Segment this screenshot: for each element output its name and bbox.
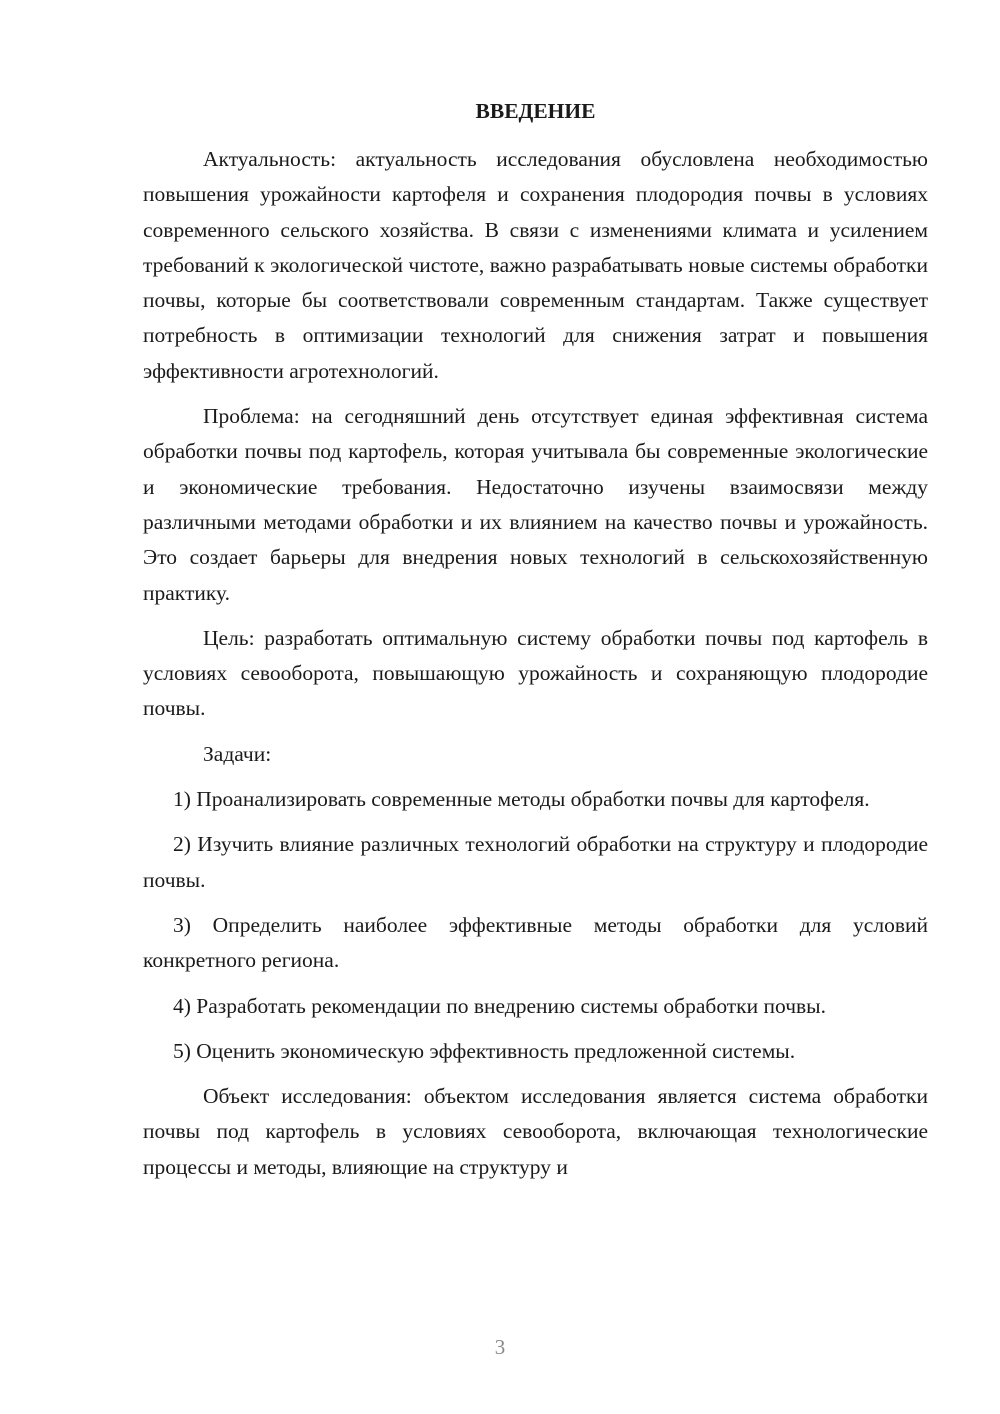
task-item-1: 1) Проанализировать современные методы обработки почвы для картофеля.: [173, 787, 870, 812]
paragraph-object: Объект исследования: объектом исследования является система обработки почвы под картофель в условиях севооборота, включающая технологические процессы и методы, влияющие на структуру и: [143, 1084, 928, 1179]
task-item-5: 5) Оценить экономическую эффективность предложенной системы.: [173, 1038, 796, 1063]
paragraph-problem: Проблема: на сегодняшний день отсутствует единая эффективная система обработки почвы под картофель, которая учитывала бы современные экологические и экономические требования. Недостаточно изучены взаимосвязи между различными методами обработки и их влиянием на качество почвы и урожайность. Это создает барьеры для внедрения новых технологий в сельскохозяйственную практику.: [143, 404, 928, 605]
task-item-3: 3) Определить наиболее эффективные методы обработки для условий конкретного региона.: [143, 912, 928, 973]
task-item-2: 2) Изучить влияние различных технологий обработки на структуру и плодородие почвы.: [143, 832, 928, 892]
page-number: 3: [494, 1335, 506, 1359]
paragraph-relevance: Актуальность: актуальность исследования обусловлена необходимостью повышения урожайности картофеля и сохранения плодородия почвы в условиях современного сельского хозяйства. В связи с изменениями климата и усилением требований к экологической чистоте, важно разрабатывать новые системы обработки почвы, которые бы соответствовали современным стандартам. Также существует потребность в оптимизации технологий для снижения затрат и повышения эффективности агротехнологий.: [143, 147, 928, 383]
document-body: [143, 142, 928, 1195]
task-item-4: 4) Разработать рекомендации по внедрению системы обработки почвы.: [173, 993, 826, 1018]
page-title: ВВЕДЕНИЕ: [475, 99, 596, 123]
paragraph-goal: Цель: разработать оптимальную систему обработки почвы под картофель в условиях севооборота, повышающую урожайность и сохраняющую плодородие почвы.: [143, 625, 928, 721]
paragraph-tasks-heading: Задачи:: [203, 741, 272, 766]
